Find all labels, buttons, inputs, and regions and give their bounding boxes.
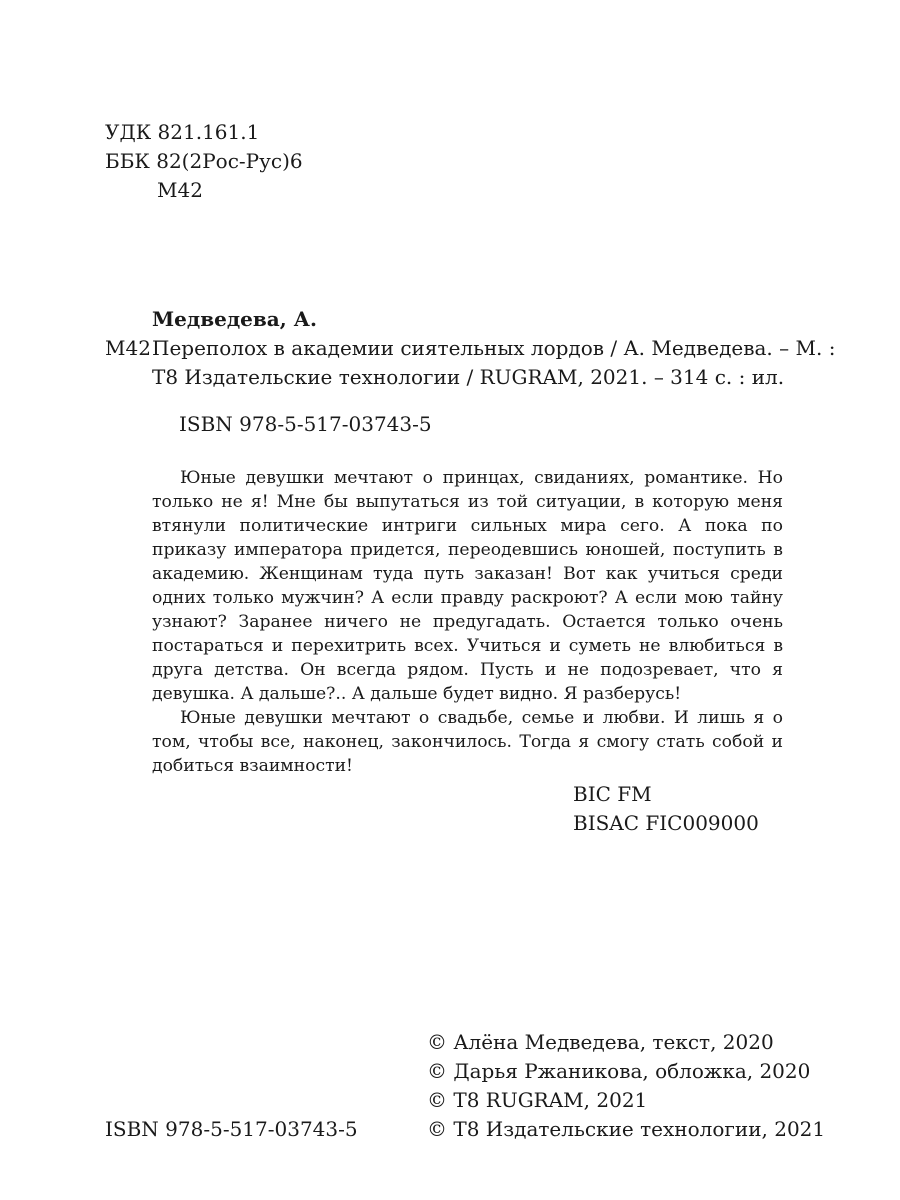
annotation-paragraph: Юные девушки мечтают о свадьбе, семье и любви. И лишь я о том, чтобы все, наконец, закончилось. Тогда я смогу стать собой и добиться взаимности!: [152, 708, 783, 776]
annotation-paragraph: Юные девушки мечтают о принцах, свиданиях, романтике. Но только не я! Мне бы выпутаться из той ситуации, в которую меня втянули политические интриги сильных мира сего. А пока по приказу императора придется, переодевшись юношей, поступить в академию. Женщинам туда путь заказан! Вот как учиться среди одних только мужчин? А если правду раскроют? А если мою тайну узнают? Заранее ничего не предугадать. Остается только очень постараться и перехитрить всех. Учиться и суметь не влюбиться в друга детства. Он всегда рядом. Пусть и не подозревает, что я девушка. А дальше?.. А дальше будет видно. Я разберусь!: [152, 468, 783, 704]
title-row: [105, 334, 836, 363]
bbk-code: ББК 82(2Рос-Рус)6: [105, 149, 303, 173]
annotation: [152, 466, 783, 778]
bisac-code: BISAC FIC009000: [573, 811, 759, 835]
record-author-mark: М42: [105, 336, 151, 360]
copyright-line: © Т8 RUGRAM, 2021: [427, 1088, 648, 1112]
title-line: Переполох в академии сиятельных лордов / А. Медведева. – М. :: [152, 336, 836, 360]
copyright-block: [427, 1028, 825, 1144]
copyright-line: © Алёна Медведева, текст, 2020: [427, 1030, 774, 1054]
record-isbn: ISBN 978-5-517-03743-5: [179, 412, 432, 436]
author-heading: Медведева, А.: [152, 307, 317, 331]
author-mark: М42: [157, 178, 203, 202]
bibliographic-record: [105, 305, 836, 439]
bic-code: BIC FM: [573, 782, 652, 806]
footer-isbn: ISBN 978-5-517-03743-5: [105, 1117, 358, 1141]
copyright-line: © Т8 Издательские технологии, 2021: [427, 1117, 826, 1141]
subject-codes: [573, 780, 759, 838]
publisher-line: Т8 Издательские технологии / RUGRAM, 2021. – 314 с. : ил.: [152, 365, 785, 389]
copyright-line: © Дарья Ржаникова, обложка, 2020: [427, 1059, 811, 1083]
udk-code: УДК 821.161.1: [105, 120, 260, 144]
classification-block: [105, 118, 303, 205]
